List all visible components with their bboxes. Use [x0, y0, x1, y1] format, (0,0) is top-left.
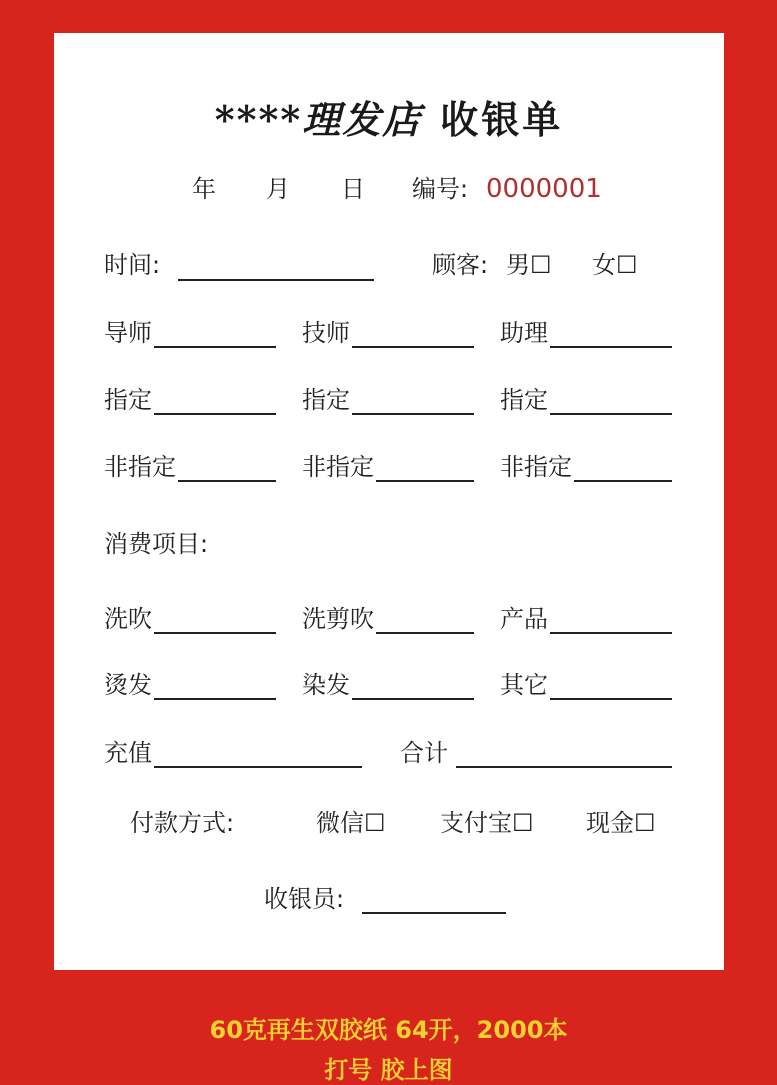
- time-label: 时间:: [104, 251, 161, 279]
- recharge-field[interactable]: [154, 766, 362, 768]
- assistant-label: 助理: [500, 319, 548, 347]
- receipt-sheet: [54, 33, 724, 970]
- technician-label: 技师: [302, 319, 350, 347]
- date-row: [54, 173, 724, 213]
- non-designated-label-2: 非指定: [302, 453, 374, 481]
- non-designated-field-2[interactable]: [376, 480, 474, 482]
- recharge-label: 充值: [104, 739, 152, 767]
- footer-paper-spec: 60克再生双胶纸 64开，2000本: [209, 1016, 568, 1044]
- receipt-title: [54, 89, 724, 144]
- serial-number: 0000001: [486, 174, 602, 204]
- dye-field[interactable]: [352, 698, 474, 700]
- receipt-type: 收银单: [440, 98, 564, 142]
- non-designated-field-3[interactable]: [574, 480, 672, 482]
- dye-label: 染发: [302, 671, 350, 699]
- time-field[interactable]: [178, 279, 374, 281]
- perm-label: 烫发: [104, 671, 152, 699]
- non-designated-field-1[interactable]: [178, 480, 276, 482]
- wechat-checkbox[interactable]: 微信☐: [316, 809, 386, 837]
- customer-label: 顾客:: [432, 251, 489, 279]
- alipay-checkbox[interactable]: 支付宝☐: [440, 809, 534, 837]
- cashier-label: 收银员:: [264, 885, 345, 913]
- non-designated-label-1: 非指定: [104, 453, 176, 481]
- mentor-label: 导师: [104, 319, 152, 347]
- designated-label-1: 指定: [104, 386, 152, 414]
- mentor-field[interactable]: [154, 346, 276, 348]
- designated-label-2: 指定: [302, 386, 350, 414]
- consumption-row: [54, 528, 724, 568]
- cashier-row: [54, 883, 724, 923]
- technician-field[interactable]: [352, 346, 474, 348]
- female-checkbox[interactable]: 女☐: [592, 251, 638, 279]
- other-label: 其它: [500, 671, 548, 699]
- payment-label: 付款方式:: [130, 809, 235, 837]
- number-label: 编号:: [412, 175, 469, 203]
- wash-blow-label: 洗吹: [104, 605, 152, 633]
- year-label: 年: [192, 175, 216, 203]
- items-row-2: [54, 669, 724, 709]
- wash-cut-blow-field[interactable]: [376, 632, 474, 634]
- month-label: 月: [266, 175, 290, 203]
- designated-field-1[interactable]: [154, 413, 276, 415]
- perm-field[interactable]: [154, 698, 276, 700]
- shop-name: ****理发店: [214, 97, 423, 142]
- non-designated-label-3: 非指定: [500, 453, 572, 481]
- designated-field-3[interactable]: [550, 413, 672, 415]
- items-row-1: [54, 603, 724, 643]
- cash-checkbox[interactable]: 现金☐: [586, 809, 656, 837]
- total-field[interactable]: [456, 766, 672, 768]
- time-customer-row: [54, 249, 724, 289]
- day-label: 日: [341, 175, 365, 203]
- total-label: 合计: [400, 739, 448, 767]
- cashier-field[interactable]: [362, 912, 506, 914]
- designated-field-2[interactable]: [352, 413, 474, 415]
- wash-blow-field[interactable]: [154, 632, 276, 634]
- designated-row: [54, 384, 724, 424]
- recharge-total-row: [54, 737, 724, 777]
- non-designated-row: [54, 451, 724, 491]
- consumption-label: 消费项目:: [104, 530, 209, 558]
- product-label: 产品: [500, 605, 548, 633]
- wash-cut-blow-label: 洗剪吹: [302, 605, 374, 633]
- assistant-field[interactable]: [550, 346, 672, 348]
- designated-label-3: 指定: [500, 386, 548, 414]
- staff-row: [54, 317, 724, 357]
- other-field[interactable]: [550, 698, 672, 700]
- product-field[interactable]: [550, 632, 672, 634]
- payment-row: [54, 807, 724, 847]
- footer-print-spec: 打号 胶上图: [324, 1056, 453, 1084]
- male-checkbox[interactable]: 男☐: [506, 251, 552, 279]
